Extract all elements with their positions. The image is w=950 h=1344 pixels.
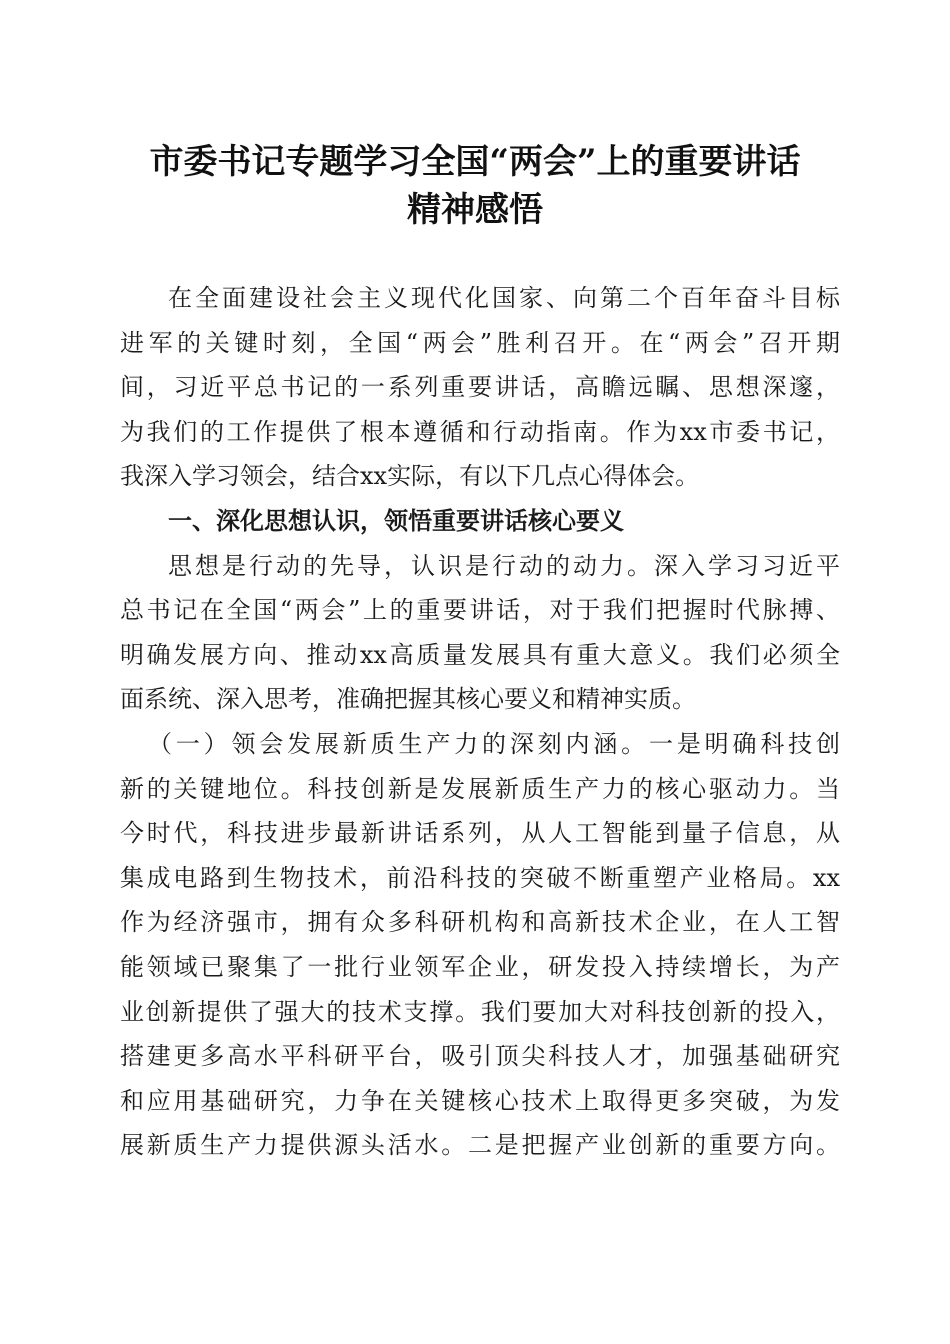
paragraph-line: 新的关键地位。科技创新是发展新质生产力的核心驱动力。当 xyxy=(120,774,840,803)
paragraph-intro xyxy=(120,276,840,499)
paragraph-line: 搭建更多高水平科研平台，吸引顶尖科技人才，加强基础研究 xyxy=(120,1042,840,1071)
document-title-line-1: 市委书记专题学习全国“两会”上的重要讲话 xyxy=(149,142,801,182)
paragraph-line: 能领域已聚集了一批行业领军企业，研发投入持续增长，为产 xyxy=(120,952,840,981)
paragraph-line: 总书记在全国“两会”上的重要讲话，对于我们把握时代脉搏、 xyxy=(120,596,840,625)
paragraph-line: 思想是行动的先导，认识是行动的动力。深入学习习近平 xyxy=(168,551,840,580)
paragraph-line: 今时代，科技进步最新讲话系列，从人工智能到量子信息，从 xyxy=(120,819,840,848)
paragraph-line: 集成电路到生物技术，前沿科技的突破不断重塑产业格局。xx xyxy=(120,863,840,892)
paragraph-line: 业创新提供了强大的技术支撑。我们要加大对科技创新的投入， xyxy=(120,997,840,1026)
paragraph-line: （一）领会发展新质生产力的深刻内涵。一是明确科技创 xyxy=(148,729,840,758)
paragraph-line: 和应用基础研究，力争在关键核心技术上取得更多突破，为发 xyxy=(120,1086,840,1115)
section-heading-1 xyxy=(120,499,840,544)
paragraph-line: 面系统、深入思考，准确把握其核心要义和精神实质。 xyxy=(120,685,696,714)
paragraph-subsection-1 xyxy=(120,722,840,1168)
paragraph-line: 我深入学习领会，结合xx实际，有以下几点心得体会。 xyxy=(120,462,700,491)
section-heading-text: 一、深化思想认识，领悟重要讲话核心要义 xyxy=(168,506,624,535)
document-body xyxy=(120,276,840,1168)
document-title-line-2: 精神感悟 xyxy=(407,190,543,230)
paragraph-line: 在全面建设社会主义现代化国家、向第二个百年奋斗目标 xyxy=(168,284,840,312)
paragraph-line: 为我们的工作提供了根本遵循和行动指南。作为xx市委书记， xyxy=(120,417,840,446)
paragraph-line: 间，习近平总书记的一系列重要讲话，高瞻远瞩、思想深邃， xyxy=(120,373,840,402)
paragraph-line: 明确发展方向、推动xx高质量发展具有重大意义。我们必须全 xyxy=(120,640,840,669)
paragraph-line: 展新质生产力提供源头活水。二是把握产业创新的重要方向。 xyxy=(120,1131,840,1160)
paragraph-line: 进军的关键时刻，全国“两会”胜利召开。在“两会”召开期 xyxy=(120,328,840,357)
paragraph-line: 作为经济强市，拥有众多科研机构和高新技术企业，在人工智 xyxy=(120,908,840,937)
paragraph-section-1-intro xyxy=(120,544,840,722)
